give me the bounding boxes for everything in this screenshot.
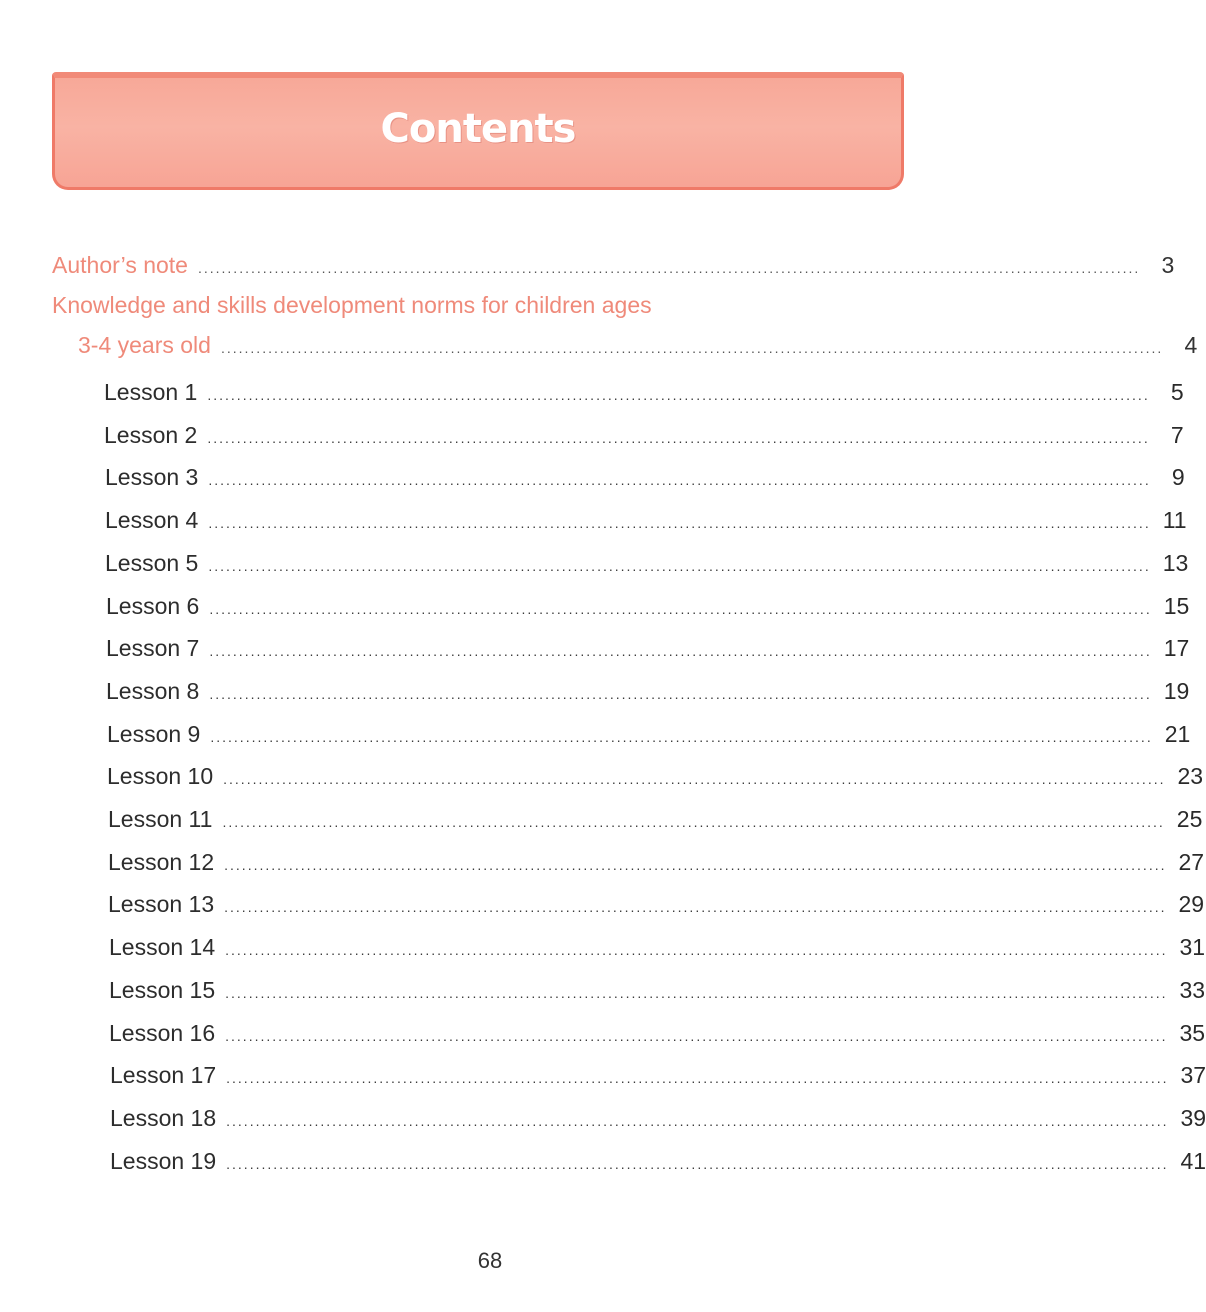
toc-entry-page: 23 <box>1177 763 1204 790</box>
toc-entry-page: 27 <box>1178 848 1205 875</box>
dot-leader: ................................................................................................................................................................ <box>208 557 1151 574</box>
toc-entry-page: 41 <box>1180 1147 1206 1174</box>
dot-leader: ................................................................................................................................................................ <box>224 899 1167 916</box>
toc-entry-label: Lesson 11 <box>108 806 213 832</box>
toc-entry-page: 13 <box>1162 549 1189 576</box>
dot-leader: ................................................................................................................................................................ <box>226 1112 1169 1129</box>
toc-entry-page: 29 <box>1178 891 1205 918</box>
dot-leader: ................................................................................................................................................................ <box>223 771 1166 788</box>
toc-entry-lesson[interactable] <box>110 1147 1206 1175</box>
dot-leader: ................................................................................................................................................................ <box>208 515 1151 532</box>
toc-entry-page: 7 <box>1170 421 1184 448</box>
toc-entry-page: 3 <box>1161 252 1175 278</box>
toc-entry-label: Lesson 14 <box>109 934 216 961</box>
toc-entry-page: 17 <box>1163 635 1190 662</box>
toc-entry-page: 9 <box>1171 464 1185 491</box>
dot-leader: ................................................................................................................................................................ <box>225 1027 1168 1044</box>
toc-entry-lesson[interactable] <box>105 549 1189 577</box>
toc-entry-lesson[interactable] <box>108 848 1205 876</box>
dot-leader: ................................................................................................................................................................ <box>197 260 1141 276</box>
toc-entry-label: Lesson 17 <box>110 1062 217 1089</box>
dot-leader: ................................................................................................................................................................ <box>207 429 1150 446</box>
toc-entry-lesson[interactable] <box>106 677 1190 705</box>
toc-entry-norms[interactable] <box>78 332 1198 359</box>
dot-leader: ................................................................................................................................................................ <box>209 685 1152 702</box>
dot-leader: ................................................................................................................................................................ <box>225 984 1168 1001</box>
toc-entry-lesson[interactable] <box>109 976 1206 1004</box>
dot-leader: ................................................................................................................................................................ <box>209 643 1152 660</box>
toc-entry-lesson[interactable] <box>106 635 1190 662</box>
toc-entry-label: Lesson 18 <box>110 1104 217 1131</box>
dot-leader: ................................................................................................................................................................ <box>224 856 1167 873</box>
toc-entry-lesson[interactable] <box>106 592 1190 620</box>
toc-entry-label: Lesson 15 <box>109 976 216 1003</box>
toc-entry-label: Lesson 10 <box>107 763 214 790</box>
toc-entry-page: 39 <box>1180 1104 1206 1131</box>
dot-leader: ................................................................................................................................................................ <box>208 472 1151 489</box>
toc-entry-lesson[interactable] <box>109 1019 1206 1047</box>
toc-entry-page: 15 <box>1163 592 1190 619</box>
page-number: 68 <box>477 1248 503 1273</box>
toc-entry-lesson[interactable] <box>110 1104 1206 1132</box>
toc-entry-label: Lesson 9 <box>107 720 201 747</box>
toc-entry-lesson[interactable] <box>108 891 1205 918</box>
toc-entry-page: 35 <box>1179 1019 1206 1046</box>
dot-leader: ................................................................................................................................................................ <box>225 942 1168 959</box>
toc-entry-lesson[interactable] <box>107 763 1204 790</box>
toc-entry-page: 19 <box>1163 677 1190 704</box>
toc-entry-lesson[interactable] <box>107 720 1191 748</box>
toc-entry-norms-title: Knowledge and skills development norms for children ages <box>52 292 652 318</box>
toc-entry-lesson[interactable] <box>108 806 1203 833</box>
toc-entry-page: 37 <box>1180 1062 1206 1089</box>
toc-entry-lesson[interactable] <box>104 379 1184 406</box>
toc-entry-page: 5 <box>1170 379 1184 405</box>
toc-entry-label: Lesson 13 <box>108 891 215 918</box>
toc-entry-page: 4 <box>1184 332 1198 358</box>
toc-entry-label: Lesson 1 <box>104 379 198 405</box>
toc-entry-page: 11 <box>1162 507 1187 534</box>
toc-entry-label: Lesson 19 <box>110 1147 217 1174</box>
dot-leader: ................................................................................................................................................................ <box>207 387 1150 403</box>
toc-entry-label: 3-4 years old <box>78 332 211 358</box>
dot-leader: ................................................................................................................................................................ <box>209 600 1152 617</box>
toc-entry-lesson[interactable] <box>109 934 1206 961</box>
dot-leader: ................................................................................................................................................................ <box>220 340 1164 356</box>
toc-entry-label: Lesson 5 <box>105 549 199 576</box>
toc-entry-authors-note[interactable] <box>52 252 1175 279</box>
contents-banner <box>52 72 904 190</box>
toc-entry-label: Lesson 16 <box>109 1019 216 1046</box>
toc-entry-page: 33 <box>1179 976 1206 1003</box>
toc-entry-page: 21 <box>1164 720 1191 747</box>
toc-entry-label: Lesson 3 <box>105 464 199 491</box>
toc-entry-label: Lesson 12 <box>108 848 215 875</box>
toc-entry-page: 31 <box>1179 934 1206 961</box>
page-title: Contents <box>380 106 576 152</box>
toc-entry-label: Lesson 2 <box>104 421 198 448</box>
toc-entry-label: Lesson 4 <box>105 507 199 534</box>
toc-entry-label: Lesson 7 <box>106 635 200 662</box>
toc-entry-label: Lesson 6 <box>106 592 200 619</box>
dot-leader: ................................................................................................................................................................ <box>210 728 1153 745</box>
toc-entry-lesson[interactable] <box>104 421 1184 449</box>
dot-leader: ................................................................................................................................................................ <box>226 1070 1169 1087</box>
toc-entry-label: Author’s note <box>52 252 188 278</box>
toc-entry-lesson[interactable] <box>110 1062 1206 1089</box>
toc-entry-label: Lesson 8 <box>106 677 200 704</box>
dot-leader: ................................................................................................................................................................ <box>226 1155 1169 1172</box>
dot-leader: ................................................................................................................................................................ <box>222 814 1165 830</box>
toc-entry-page: 25 <box>1176 806 1203 832</box>
toc-entry-lesson[interactable] <box>105 507 1187 534</box>
toc-entry-lesson[interactable] <box>105 464 1185 491</box>
